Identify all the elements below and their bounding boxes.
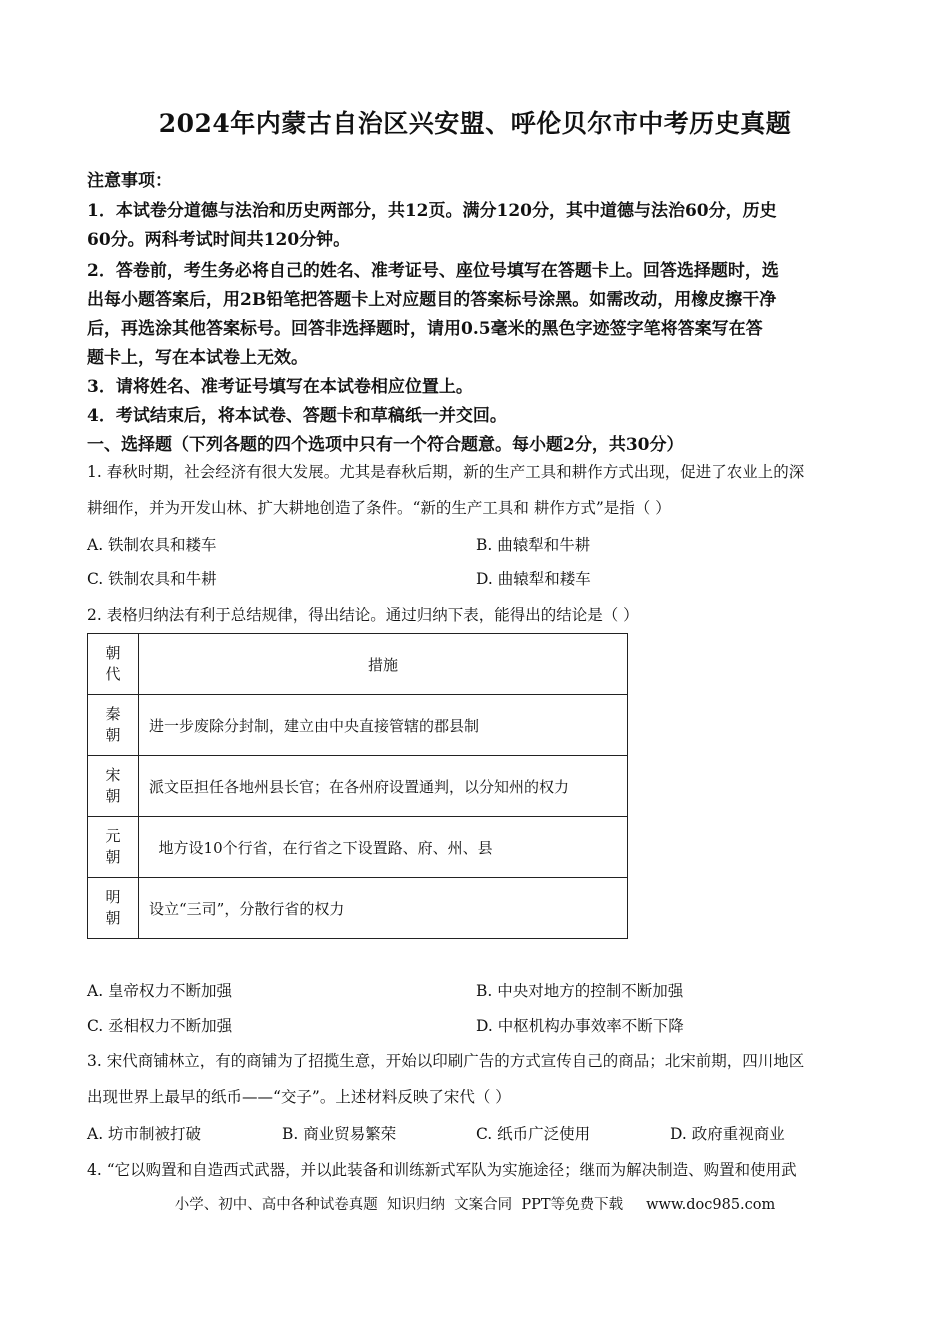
notice-line: 1．本试卷分道德与法治和历史两部分，共12页。满分120分，其中道德与法治60分，历史 [87,201,777,221]
q2-option-d: D. 中枢机构办事效率不断下降 [476,1017,684,1035]
table-row [88,695,628,756]
q1-option-c: C. 铁制农具和牛耕 [87,570,217,588]
page-footer: 小学、初中、高中各种试卷真题 知识归纳 文案合同 PPT等免费下载 www.doc985.com [174,1197,776,1213]
q3-option-a: A. 坊市制被打破 [87,1125,202,1143]
table-cell-dynasty: 宋 朝 [88,756,139,817]
page-title: 2024年内蒙古自治区兴安盟、呼伦贝尔市中考历史真题 [158,109,792,138]
table-cell-measure: 设立“三司”，分散行省的权力 [139,878,628,939]
q2-option-c: C. 丞相权力不断加强 [87,1017,233,1035]
table-cell-dynasty: 元 朝 [88,817,139,878]
notice-line: 4．考试结束后，将本试卷、答题卡和草稿纸一并交回。 [87,406,507,426]
notice-line: 2．答卷前，考生务必将自己的姓名、准考证号、座位号填写在答题卡上。回答选择题时，选 [87,261,779,281]
question-1-stem: 1. 春秋时期，社会经济有很大发展。尤其是春秋后期，新的生产工具和耕作方式出现，促进了农业上的深 [87,463,805,481]
q1-option-b: B. 曲辕犁和牛耕 [476,536,591,554]
q2-option-b: B. 中央对地方的控制不断加强 [476,982,684,1000]
question-4-stem: 4. “它以购置和自造西式武器，并以此装备和训练新式军队为实施途径；继而为解决制造、购置和使用武 [87,1161,797,1179]
question-3-stem: 出现世界上最早的纸币——“交子”。上述材料反映了宋代（ ） [87,1088,511,1106]
q1-option-a: A. 铁制农具和耧车 [87,536,217,554]
table-row [88,817,628,878]
question-3-stem: 3. 宋代商铺林立，有的商铺为了招揽生意，开始以印刷广告的方式宣传自己的商品；北宋前期，四川地区 [87,1052,805,1070]
notice-line: 后，再选涂其他答案标号。回答非选择题时，请用0.5毫米的黑色字迹签字笔将答案写在答 [87,319,763,339]
table-cell-dynasty: 秦 朝 [88,695,139,756]
table-header-dynasty: 朝 代 [88,634,139,695]
section-heading: 一、选择题（下列各题的四个选项中只有一个符合题意。每小题2分，共30分） [87,435,684,455]
q2-option-a: A. 皇帝权力不断加强 [87,982,233,1000]
notice-line: 3．请将姓名、准考证号填写在本试卷相应位置上。 [87,377,473,397]
table-cell-measure: 地方设10个行省，在行省之下设置路、府、州、县 [139,817,628,878]
q3-option-d: D. 政府重视商业 [670,1125,785,1143]
table-row [88,756,628,817]
dynasty-measures-table [87,633,628,939]
table-header-row [88,634,628,695]
table-header-measure: 措施 [139,634,628,695]
q3-option-b: B. 商业贸易繁荣 [282,1125,397,1143]
table-cell-dynasty: 明 朝 [88,878,139,939]
q3-option-c: C. 纸币广泛使用 [476,1125,591,1143]
notice-line: 60分。两科考试时间共120分钟。 [87,230,351,250]
question-1-stem: 耕细作，并为开发山林、扩大耕地创造了条件。“新的生产工具和 耕作方式”是指（ ） [87,499,671,517]
table-cell-measure: 进一步废除分封制，建立由中央直接管辖的郡县制 [139,695,628,756]
notice-heading: 注意事项： [87,171,172,191]
table-cell-measure: 派文臣担任各地州县长官；在各州府设置通判，以分知州的权力 [139,756,628,817]
q1-option-d: D. 曲辕犁和耧车 [476,570,591,588]
table-row [88,878,628,939]
notice-line: 题卡上，写在本试卷上无效。 [87,348,308,368]
notice-line: 出每小题答案后，用2B铅笔把答题卡上对应题目的答案标号涂黑。如需改动，用橡皮擦干净 [87,290,777,310]
question-2-stem: 2. 表格归纳法有利于总结规律，得出结论。通过归纳下表，能得出的结论是（ ） [87,606,639,624]
